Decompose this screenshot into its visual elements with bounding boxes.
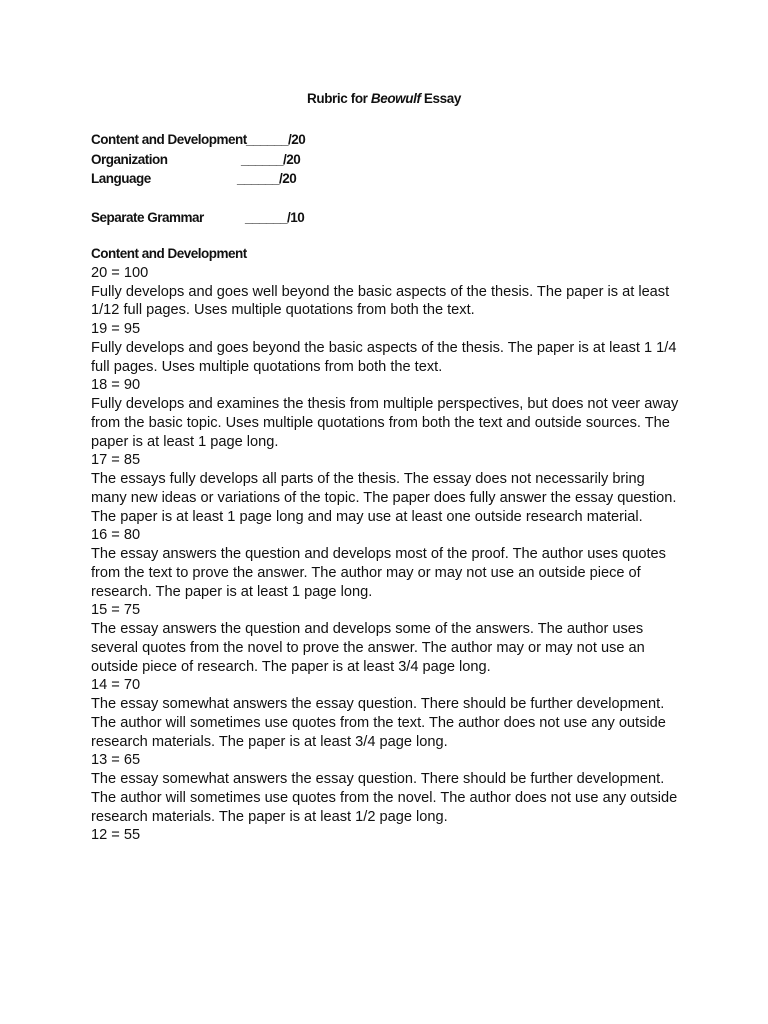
grade-description: The essay answers the question and develops most of the proof. The author uses quotes from the text to prove the answer. The author may or may not use an outside piece of research. The paper is at least 1 page long. [91,546,666,600]
grade-line: 13 = 65 [91,752,141,769]
document-title [0,91,768,106]
grade-line: 17 = 85 [91,452,141,469]
grade-line: 18 = 90 [91,377,141,394]
grade-description: Fully develops and goes well beyond the basic aspects of the thesis. The paper is at least 1/12 full pages. Uses multiple quotations from both the text. [91,283,670,319]
grade-line: 20 = 100 [91,264,149,281]
rubric-entry [91,376,681,451]
grade-description: Fully develops and goes beyond the basic aspects of the thesis. The paper is at least 1 1/4 full pages. Uses multiple quotations from both the text. [91,339,677,375]
rubric-entry [91,320,681,376]
grade-description: The essay somewhat answers the essay question. There should be further development. The author will sometimes use quotes from the text. The author does not use any outside research materials. The paper is at least 3/4 page long. [91,696,666,750]
score-row-organization [91,150,301,170]
score-summary [91,130,306,228]
score-label: Content and Development [91,132,247,147]
grade-description: The essays fully develops all parts of the thesis. The essay does not necessarily bring many new ideas or variations of the topic. The paper does fully answer the essay question. The paper is at least 1 page long and may use at least one outside research material. [91,471,677,525]
rubric-entry [91,751,681,826]
score-row-grammar [91,208,305,228]
grade-description: The essay somewhat answers the essay question. There should be further development. The author will sometimes use quotes from the novel. The author does not use any outside research materials. The paper is at least 1/2 page long. [91,771,678,825]
score-blank: ______/20 [241,151,301,167]
score-label: Separate Grammar [91,210,204,225]
grade-line: 16 = 80 [91,527,141,544]
rubric-entry [91,601,681,676]
rubric-entry [91,826,681,845]
title-suffix: Essay [420,91,461,106]
score-label: Language [91,171,151,186]
rubric-entry [91,676,681,751]
rubric-section [91,245,681,845]
grade-description: Fully develops and examines the thesis from multiple perspectives, but does not veer away from the basic topic. Uses multiple quotations from both the text and outside sources. The paper is at least 1 page long. [91,396,679,450]
rubric-entry [91,526,681,601]
score-blank: ______/20 [237,171,297,186]
score-label: Organization [91,151,168,167]
title-prefix: Rubric for [307,91,371,106]
grade-line: 14 = 70 [91,677,141,694]
score-blank: ______/20 [246,132,306,147]
grade-line: 12 = 55 [91,827,141,844]
grade-line: 19 = 95 [91,321,141,337]
rubric-entry [91,451,681,526]
score-blank: ______/10 [245,210,305,225]
section-heading: Content and Development [91,246,247,261]
rubric-entry [91,264,681,320]
score-row-language [91,169,297,189]
grade-line: 15 = 75 [91,602,141,619]
score-row-content [91,130,306,150]
title-italic: Beowulf [370,91,421,106]
grade-description: The essay answers the question and develops some of the answers. The author uses several quotes from the novel to prove the answer. The author may or may not use an outside piece of research. The paper is at least 3/4 page long. [91,621,645,675]
